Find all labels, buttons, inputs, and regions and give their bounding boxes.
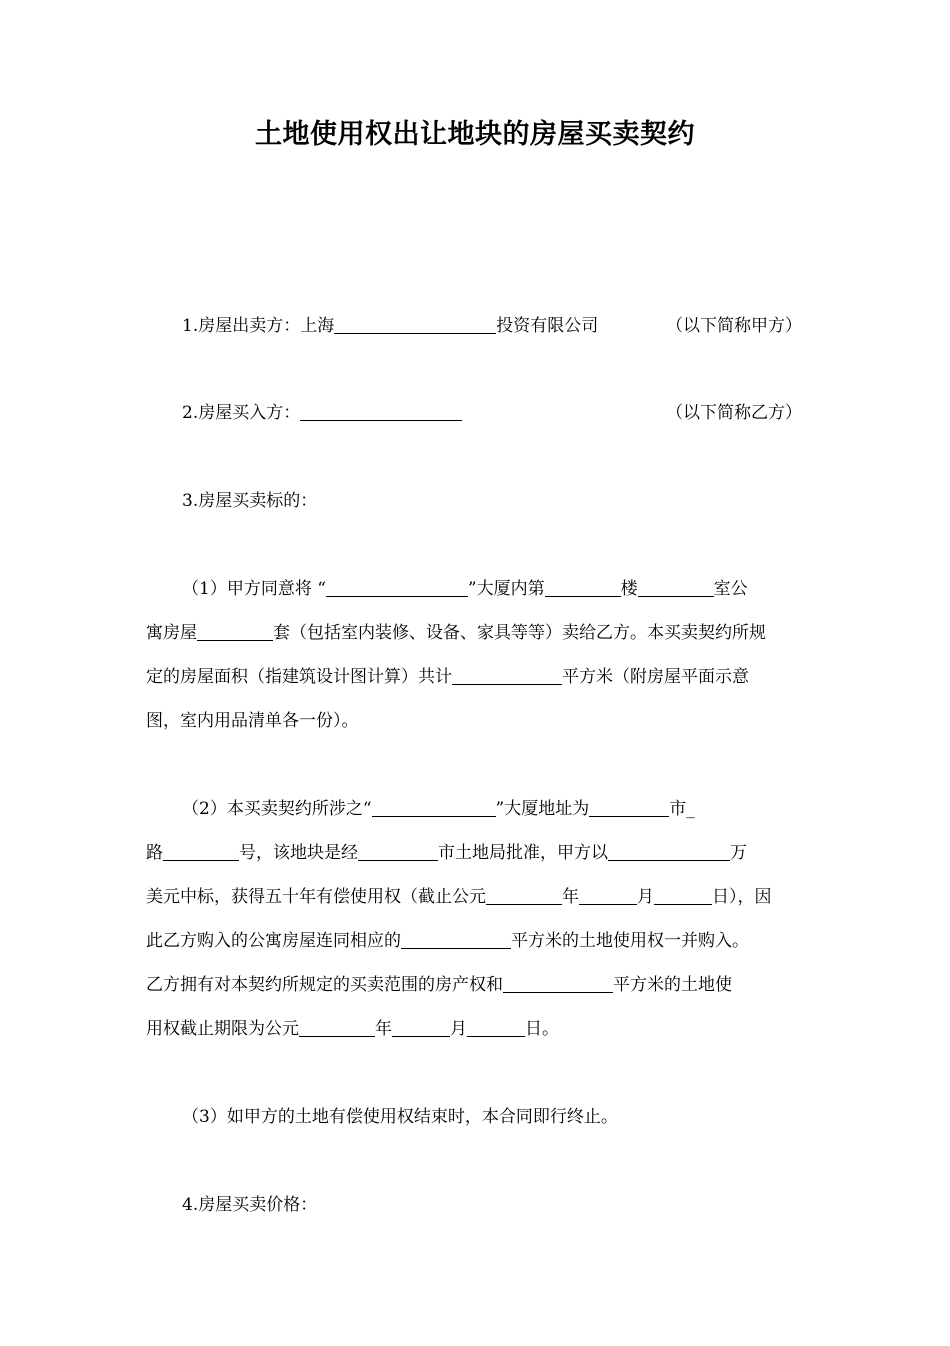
item2-text: 日。 <box>525 1019 559 1039</box>
seller-prefix: 1.房屋出卖方：上海 <box>182 316 335 336</box>
item2-text: 平方米的土地使 <box>613 975 732 995</box>
item2-text: 年 <box>375 1019 392 1039</box>
bid-amount-blank <box>608 843 730 861</box>
item2-text: 乙方拥有对本契约所规定的买卖范围的房产权和 <box>146 975 503 995</box>
end-year-blank <box>486 887 562 905</box>
end-day-blank <box>654 887 712 905</box>
item2-line2 <box>146 841 747 865</box>
building-name-blank-2 <box>372 799 496 817</box>
item1-text: ”大厦内第 <box>467 579 545 599</box>
item2-text: 用权截止期限为公元 <box>146 1019 299 1039</box>
item2-text: 市_ <box>669 799 695 819</box>
item2-text: ”大厦地址为 <box>495 799 590 819</box>
item2-text: 市土地局批准，甲方以 <box>438 843 608 863</box>
item1-text: （1）甲方同意将 “ <box>182 579 326 599</box>
land-area-blank <box>401 931 511 949</box>
item2-text: 号，该地块是经 <box>239 843 358 863</box>
item1-text: 寓房屋 <box>146 623 197 643</box>
item1-line4: 图，室内用品清单各一份）。 <box>146 711 359 731</box>
buyer-prefix: 2.房屋买入方： <box>182 403 301 423</box>
item1-text: 套（包括室内装修、设备、家具等等）卖给乙方。本买卖契约所规 <box>273 623 766 643</box>
limit-month-blank <box>392 1019 450 1037</box>
floor-blank <box>545 579 621 597</box>
item2-text: 此乙方购入的公寓房屋连同相应的 <box>146 931 401 951</box>
subject-heading: 3.房屋买卖标的： <box>182 491 318 511</box>
item2-text: 年 <box>562 887 579 907</box>
building-name-blank <box>326 579 468 597</box>
buyer-blank <box>300 403 462 421</box>
item2-text: （2）本买卖契约所涉之“ <box>182 799 372 819</box>
road-blank <box>163 843 239 861</box>
end-month-blank <box>579 887 637 905</box>
document-title: 土地使用权出让地块的房屋买卖契约 <box>255 119 695 150</box>
item1-line2 <box>146 621 766 645</box>
item1-line1 <box>182 577 748 601</box>
units-blank <box>197 623 273 641</box>
item2-text: 平方米的土地使用权一并购入。 <box>511 931 749 951</box>
item2-text: 月 <box>450 1019 467 1039</box>
buyer-note: （以下简称乙方） <box>666 403 802 423</box>
seller-blank <box>334 316 496 334</box>
item1-text: 定的房屋面积（指建筑设计图计算）共计 <box>146 667 452 687</box>
item2-line4 <box>146 929 749 953</box>
item2-text: 万 <box>730 843 747 863</box>
limit-year-blank <box>299 1019 375 1037</box>
item2-line3 <box>146 885 772 909</box>
item2-text: 日），因 <box>712 887 772 907</box>
item2-line5 <box>146 973 732 997</box>
area-blank <box>452 667 562 685</box>
item2-text: 月 <box>637 887 654 907</box>
item2-line6 <box>146 1017 559 1041</box>
item1-line3 <box>146 665 749 689</box>
item2-text: 美元中标，获得五十年有偿使用权（截止公元 <box>146 887 486 907</box>
buyer-line <box>182 401 462 425</box>
price-heading: 4.房屋买卖价格： <box>182 1195 318 1215</box>
item1-text: 室公 <box>713 579 748 599</box>
item1-text: 平方米（附房屋平面示意 <box>562 667 749 687</box>
item3-line: （3）如甲方的土地有偿使用权结束时，本合同即行终止。 <box>182 1107 618 1127</box>
seller-line <box>182 314 598 338</box>
approval-city-blank <box>358 843 438 861</box>
limit-day-blank <box>467 1019 525 1037</box>
land-area-blank-2 <box>503 975 613 993</box>
item2-line1 <box>182 797 695 821</box>
item2-text: 路 <box>146 843 163 863</box>
city-blank <box>589 799 669 817</box>
room-blank <box>638 579 714 597</box>
item1-text: 楼 <box>620 579 638 599</box>
seller-suffix: 投资有限公司 <box>496 316 599 336</box>
seller-note: （以下简称甲方） <box>666 316 802 336</box>
